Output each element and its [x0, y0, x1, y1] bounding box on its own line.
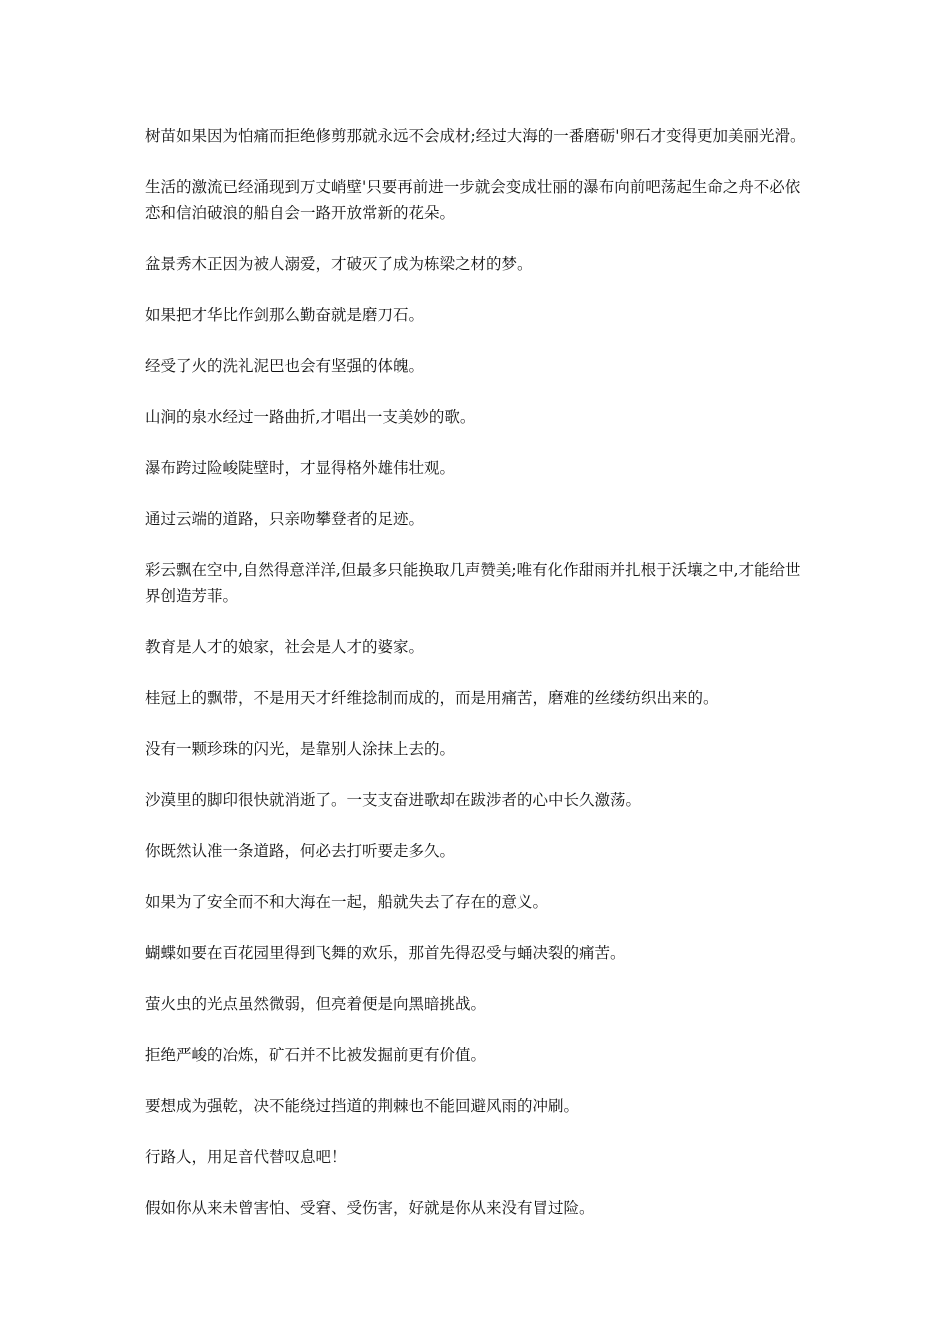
paragraph-17: 萤火虫的光点虽然微弱，但亮着便是向黑暗挑战。: [145, 995, 487, 1013]
paragraph-19: 要想成为强乾，决不能绕过挡道的荆棘也不能回避风雨的冲刷。: [145, 1097, 580, 1115]
paragraph-5: 经受了火的洗礼泥巴也会有坚强的体魄。: [145, 357, 425, 375]
paragraph-11: 桂冠上的飘带，不是用天才纤维捻制而成的，而是用痛苦，磨难的丝缕纺织出来的。: [145, 689, 719, 707]
paragraph-4: 如果把才华比作剑那么勤奋就是磨刀石。: [145, 306, 425, 324]
paragraph-16: 蝴蝶如要在百花园里得到飞舞的欢乐，那首先得忍受与蛹决裂的痛苦。: [145, 944, 626, 962]
paragraph-2: 生活的激流已经涌现到万丈峭壁'只要再前进一步就会变成壮丽的瀑布向前吧荡起生命之舟不必依恋和信泊破浪的船自会一路开放常新的花朵。: [145, 178, 801, 222]
paragraph-3: 盆景秀木正因为被人溺爱，才破灭了成为栋梁之材的梦。: [145, 255, 533, 273]
paragraph-8: 通过云端的道路，只亲吻攀登者的足迹。: [145, 510, 425, 528]
paragraph-20: 行路人，用足音代替叹息吧！: [145, 1148, 347, 1166]
paragraph-10: 教育是人才的娘家，社会是人才的婆家。: [145, 638, 425, 656]
paragraph-13: 沙漠里的脚印很快就消逝了。一支支奋进歌却在跋涉者的心中长久激荡。: [145, 791, 642, 809]
paragraph-9: 彩云飘在空中,自然得意洋洋,但最多只能换取几声赞美;唯有化作甜雨并扎根于沃壤之中,才能给世界创造芳菲。: [145, 561, 801, 605]
document-body: [145, 123, 813, 1246]
paragraph-12: 没有一颗珍珠的闪光，是靠别人涂抹上去的。: [145, 740, 456, 758]
paragraph-21: 假如你从来未曾害怕、受窘、受伤害，好就是你从来没有冒过险。: [145, 1199, 595, 1217]
paragraph-14: 你既然认准一条道路，何必去打听要走多久。: [145, 842, 456, 860]
paragraph-18: 拒绝严峻的冶炼，矿石并不比被发掘前更有价值。: [145, 1046, 487, 1064]
paragraph-15: 如果为了安全而不和大海在一起，船就失去了存在的意义。: [145, 893, 549, 911]
paragraph-6: 山涧的泉水经过一路曲折,才唱出一支美妙的歌。: [145, 408, 476, 426]
paragraph-1: 树苗如果因为怕痛而拒绝修剪那就永远不会成材;经过大海的一番磨砺'卵石才变得更加美丽光滑。: [145, 127, 806, 145]
paragraph-7: 瀑布跨过险峻陡壁时，才显得格外雄伟壮观。: [145, 459, 456, 477]
